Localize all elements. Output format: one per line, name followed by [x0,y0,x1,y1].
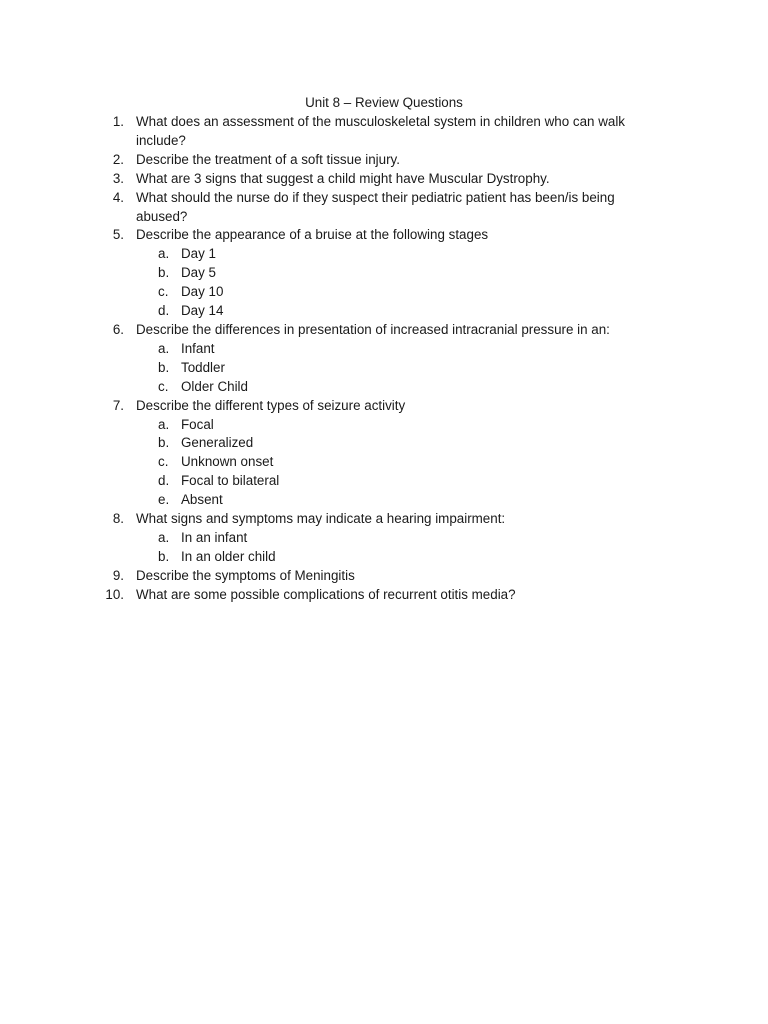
sub-item-text: Day 14 [181,303,224,319]
sub-item-text: Unknown onset [181,454,274,470]
sub-item [0,491,768,510]
question-text: What should the nurse do if they suspect their pediatric patient has been/is being abused? [136,189,615,224]
sub-item [0,378,768,397]
question-text: What signs and symptoms may indicate a hearing impairment: [136,511,506,527]
sub-item-text: Day 10 [181,284,224,300]
sub-item-list [0,340,768,397]
sub-item-text: In an infant [181,529,248,545]
question-text: Describe the appearance of a bruise at the following stages [136,227,489,243]
sub-item-text: Older Child [181,378,248,394]
sub-item [0,359,768,378]
sub-item-letter: a. [158,416,170,432]
sub-item-text: Infant [181,340,215,356]
question-number: 3. [112,170,124,186]
question-number: 1. [112,114,124,129]
sub-item-text: Day 5 [181,265,216,281]
sub-item-letter: a. [158,340,170,356]
question-number: 2. [112,151,124,167]
sub-item-letter: e. [158,492,170,508]
question-text: Describe the differences in presentation of increased intracranial pressure in an: [136,321,610,337]
sub-item-letter: c. [158,454,169,470]
question-text: Describe the treatment of a soft tissue injury. [136,151,400,167]
page-title: Unit 8 – Review Questions [305,95,463,110]
question-item [0,151,768,170]
sub-item-letter: b. [158,548,170,564]
sub-item-letter: d. [158,303,170,319]
question-list [0,113,768,605]
sub-item [0,416,768,435]
question-number: 6. [112,321,124,337]
question-item [0,226,768,321]
sub-item-letter: b. [158,265,170,281]
question-number: 5. [112,227,124,243]
sub-item [0,529,768,548]
question-item [0,397,768,510]
sub-item-letter: a. [158,246,170,262]
sub-item-text: Absent [181,492,223,508]
sub-item-text: Toddler [181,359,225,375]
question-item [0,586,768,605]
question-text: What does an assessment of the musculoskeletal system in children who can walk include? [136,114,625,148]
sub-item [0,283,768,302]
sub-item [0,245,768,264]
sub-item-letter: b. [158,359,170,375]
sub-item-letter: a. [158,529,170,545]
question-item [0,189,768,227]
sub-item-text: In an older child [181,548,276,564]
sub-item-letter: c. [158,378,169,394]
question-item [0,113,768,151]
sub-item-text: Generalized [181,435,254,451]
question-item [0,170,768,189]
sub-item [0,548,768,567]
question-item [0,567,768,586]
sub-item-letter: b. [158,435,170,451]
question-text: What are 3 signs that suggest a child might have Muscular Dystrophy. [136,170,550,186]
question-item [0,321,768,397]
sub-item [0,302,768,321]
sub-item-text: Focal [181,416,214,432]
sub-item-list [0,529,768,567]
sub-item-text: Day 1 [181,246,216,262]
question-item [0,510,768,567]
question-text: Describe the different types of seizure activity [136,397,406,413]
sub-item-list [0,416,768,511]
sub-item [0,434,768,453]
question-number: 10. [105,586,124,602]
sub-item [0,472,768,491]
sub-item-letter: c. [158,284,169,300]
sub-item-text: Focal to bilateral [181,473,280,489]
question-number: 7. [112,397,124,413]
sub-item [0,453,768,472]
sub-item-list [0,245,768,321]
sub-item-letter: d. [158,473,170,489]
sub-item [0,340,768,359]
question-number: 9. [112,567,124,583]
sub-item [0,264,768,283]
question-text: Describe the symptoms of Meningitis [136,567,355,583]
question-text: What are some possible complications of recurrent otitis media? [136,586,516,602]
question-number: 4. [112,189,124,205]
question-number: 8. [112,511,124,527]
